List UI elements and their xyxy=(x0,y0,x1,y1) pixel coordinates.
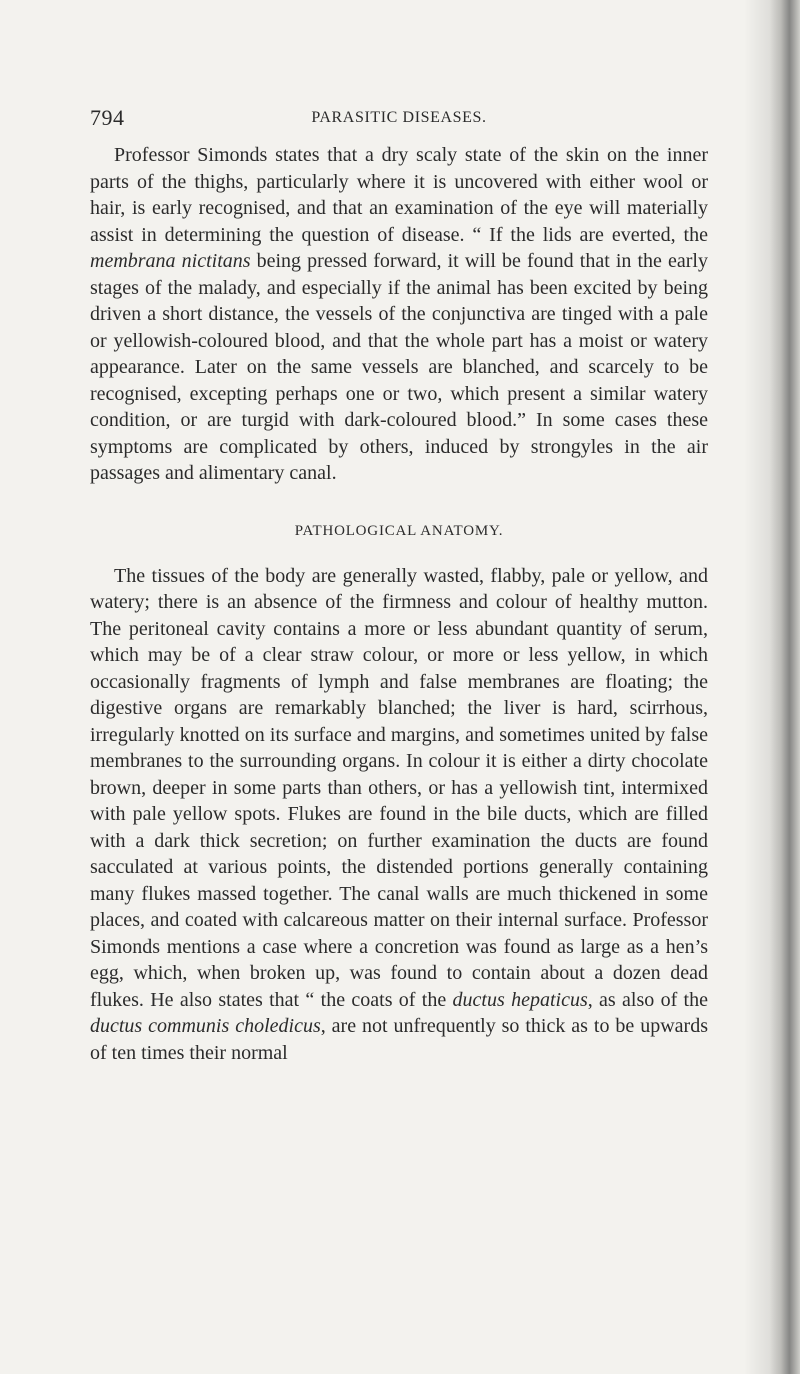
paragraph-symptoms xyxy=(90,142,708,487)
term-membrana-nictitans: membrana nictitans xyxy=(90,250,251,272)
page-header xyxy=(90,104,708,132)
paragraph-symptoms-text-2: being pressed forward, it will be found that in the early stages of the malady, and especially if the animal has been excited by being driven a short distance, the vessels of the conjunctiva are tinged with a pale or yellowish-coloured blood, and that the whole part has a moist or watery appearance. Later on the same vessels are blanched, and scarcely to be recognised, excepting perhaps one or two, which present a similar watery condition, or are turgid with dark-coloured blood.” In some cases these symptoms are complicated by others, induced by strongyles in the air passages and alimentary canal. xyxy=(90,250,708,484)
page-edge-shadow xyxy=(770,0,800,1374)
running-title: PARASITIC DISEASES. xyxy=(311,109,487,126)
paragraph-anatomy-text-1: The tissues of the body are generally wasted, flabby, pale or yellow, and watery; there is an absence of the firmness and colour of healthy mutton. The peritoneal cavity contains a more or less abundant quantity of serum, which may be of a clear straw colour, or more or less yellow, in which occasionally fragments of lymph and false membranes are floating; the digestive organs are remarkably blanched; the liver is hard, scirrhous, irregularly knotted on its surface and margins, and sometimes united by false membranes to the surrounding organs. In colour it is either a dirty chocolate brown, deeper in some parts than others, or has a yellowish tint, intermixed with pale yellow spots. Flukes are found in the bile ducts, which are filled with a dark thick secretion; on further examination the ducts are found sacculated at various points, the distended portions generally containing many flukes massed together. The canal walls are much thickened in some places, and coated with calcareous matter on their internal surface. Professor Simonds mentions a case where a concretion was found as large as a hen’s egg, which, when broken up, was found to contain about a dozen dead flukes. He also states that “ the coats of the xyxy=(90,564,708,1011)
paragraph-pathological-anatomy xyxy=(90,563,708,1067)
section-heading-pathological-anatomy: PATHOLOGICAL ANATOMY. xyxy=(294,522,504,539)
page-number: 794 xyxy=(90,105,125,130)
term-ductus-hepaticus: ductus hepaticus xyxy=(452,988,588,1011)
page-content xyxy=(90,142,708,1066)
paragraph-anatomy-text-2: , as also of the xyxy=(587,988,708,1011)
paragraph-symptoms-text-1: Professor Simonds states that a dry scaly state of the skin on the inner parts of the thighs, particularly where it is uncovered with either wool or hair, is early recognised, and that an examination of the eye will materially assist in determining the question of disease. “ If the lids are everted, the xyxy=(90,144,708,246)
term-ductus-communis-choledicus: ductus communis choledicus xyxy=(90,1015,321,1037)
paragraph-anatomy-text-3: , are not unfrequently so thick as to be upwards of ten times their normal xyxy=(90,1015,708,1064)
